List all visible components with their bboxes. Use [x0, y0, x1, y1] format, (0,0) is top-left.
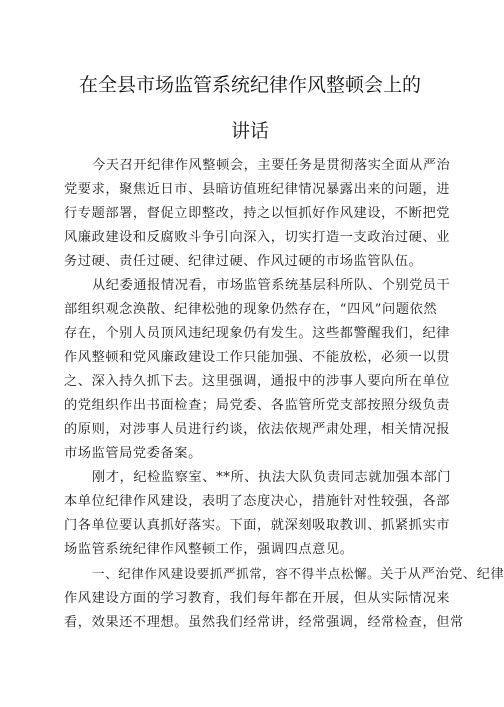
document-body — [64, 154, 504, 635]
paragraph-line: 场监管系统纪律作风整顿工作，强调四点意见。 — [64, 542, 354, 557]
paragraph-line: 务过硬、责任过硬、纪律过硬、作风过硬的市场监管队伍。 — [64, 254, 423, 269]
paragraph-line: 风廉政建设和反腐败斗争引向深入，切实打造一支政治过硬、业 — [64, 230, 451, 245]
paragraph-line: 存在，个别人员顶风违纪现象仍有发生。这些都警醒我们，纪律 — [64, 326, 451, 341]
body-paragraph — [64, 466, 452, 562]
paragraph-line: 作风整顿和党风廉政建设工作只能加强、不能放松，必须一以贯 — [64, 350, 451, 365]
paragraph-line-text: 关于从严治党、纪律 — [380, 567, 504, 582]
paragraph-line: 行专题部署，督促立即整改，持之以恒抓好作风建设，不断把党 — [64, 206, 451, 221]
paragraph-line: 看，效果还不理想。虽然我们经常讲，经常强调，经常检查，但常 — [64, 615, 464, 630]
paragraph-line: 刚才，纪检监察室、**所、执法大队负责同志就加强本部门 — [92, 470, 452, 485]
paragraph-line: 本单位纪律作风建设，表明了态度决心，措施针对性较强，各部 — [64, 494, 451, 509]
paragraph-line: 市场监管局党委备案。 — [64, 446, 202, 461]
document-title-line-2: 讲话 — [230, 120, 269, 142]
paragraph-line — [64, 562, 504, 587]
paragraph-line: 之、深入持久抓下去。这里强调，通报中的涉事人要向所在单位 — [64, 374, 451, 389]
section-heading: 一、纪律作风建设要抓严抓常，容不得半点松懈。 — [92, 566, 381, 581]
document-title-line-1: 在全县市场监管系统纪律作风整顿会上的 — [78, 74, 421, 96]
paragraph-line: 从纪委通报情况看，市场监管系统基层科所队、个别党员干 — [92, 278, 451, 293]
body-paragraph — [64, 562, 504, 635]
paragraph-line: 的党组织作出书面检查；局党委、各监管所党支部按照分级负责 — [64, 398, 451, 413]
body-paragraph — [64, 154, 451, 274]
paragraph-line: 部组织观念涣散、纪律松弛的现象仍然存在，“四风”问题依然 — [64, 302, 438, 317]
paragraph-line: 今天召开纪律作风整顿会，主要任务是贯彻落实全面从严治 — [92, 158, 451, 173]
paragraph-line: 的原则，对涉事人员进行约谈，依法依规严肃处理，相关情况报 — [64, 422, 451, 437]
paragraph-line: 党要求，聚焦近日市、县暗访值班纪律情况暴露出来的问题，进 — [64, 182, 451, 197]
paragraph-line: 作风建设方面的学习教育，我们每年都在开展，但从实际情况来 — [64, 591, 451, 606]
body-paragraph — [64, 274, 451, 466]
paragraph-line: 门各单位要认真抓好落实。下面，就深刻吸取教训、抓紧抓实市 — [64, 518, 451, 533]
